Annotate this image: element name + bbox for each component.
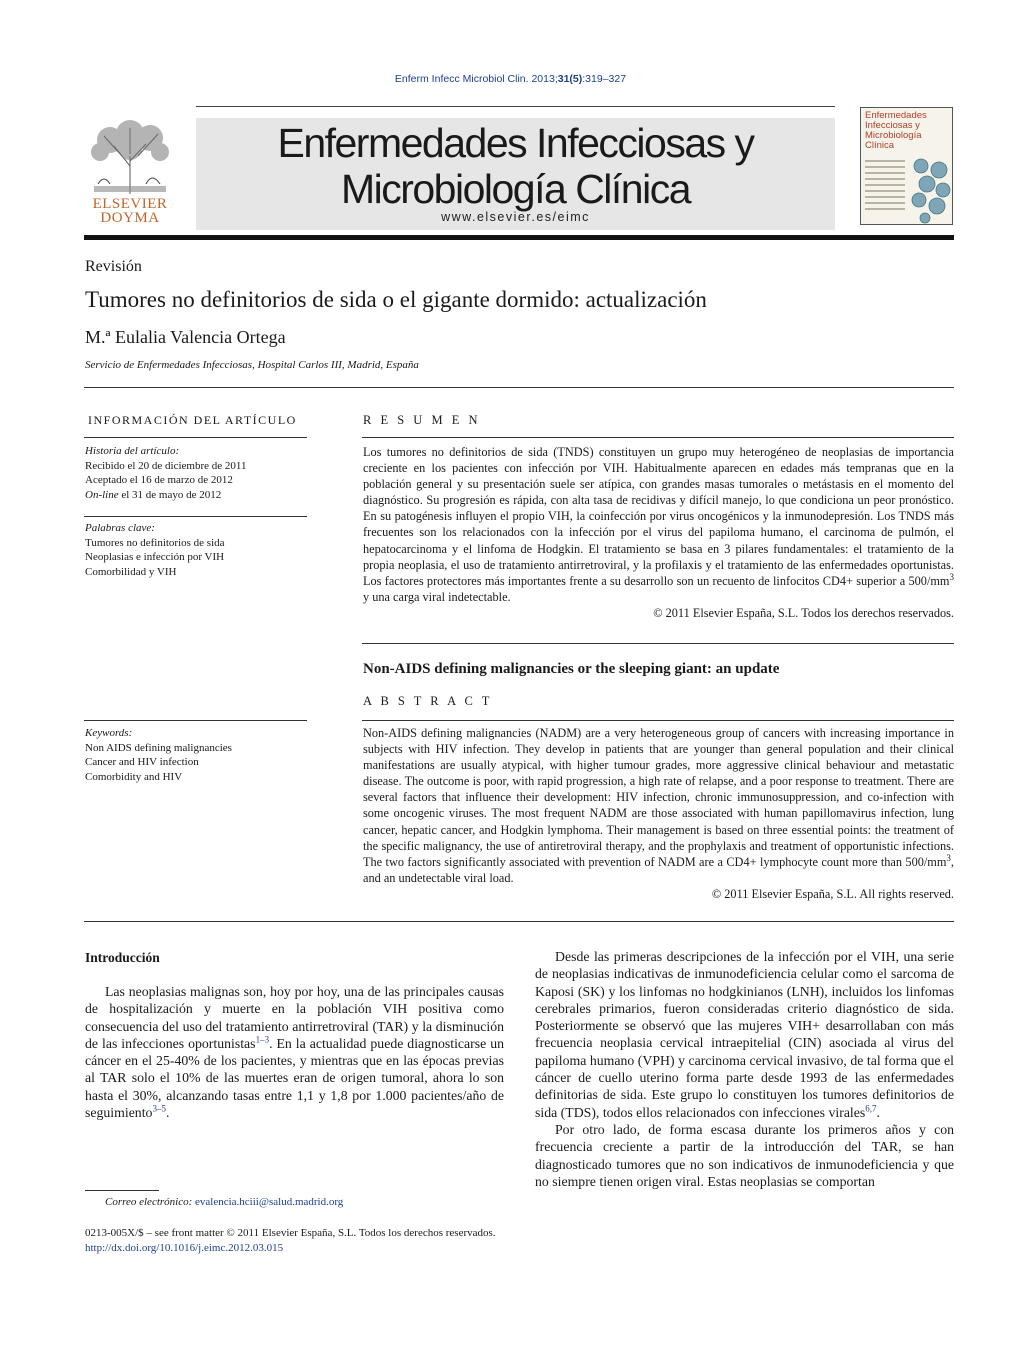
resumen-rule (362, 643, 954, 644)
info-rule (84, 516, 307, 517)
resumen-rule (362, 437, 954, 438)
abstract-text: Non-AIDS defining malignancies (NADM) are a very heterogeneous group of cancers with increasing importance in subjects with HIV infection. They develop in patients that are younger than general population and their clinical manifestations are usually atypical, with higher tumour grades, more aggressive clinical behaviour and metastatic disease. The outcome is poor, with rapid progression, a high rate of relapse, and a poor response to treatment. There are several factors that influence their development: HIV infection, chronic immunosuppression, and co-infection with some oncogenic viruses. The most frequent NADM are those associated with human papillomavirus infection, lung cancer, hepatic cancer, and Hodgkin lymphoma. Their management is based on three essential points: the treatment of the specific malignancy, the use of antiretroviral therapy, and the prophylaxis and treatment of opportunistic infections. The two factors significantly associated with prevention of NADM are a CD4+ lymphocyte count more than $500/mm^3$, and an undetectable viral load. © 2011 Elsevier España, S.L. All rights reserved. (363, 726, 954, 901)
reference-link[interactable]: 3–5 (152, 1103, 166, 1114)
footnote-rule (85, 1190, 159, 1191)
article-history: Historia del artículo: Recibido el 20 de diciembre de 2011 Aceptado el 16 de marzo de 2012 On-line el 31 de mayo de 2012 (85, 445, 247, 501)
doi-link[interactable]: http://dx.doi.org/10.1016/j.eimc.2012.03.015 (85, 1242, 284, 1254)
elsevier-logo (84, 116, 176, 228)
author-email-link[interactable]: evalencia.hciii@salud.madrid.org (195, 1196, 344, 1208)
article-author: M.ª Eulalia Valencia Ortega (85, 327, 286, 347)
english-title: Non-AIDS defining malignancies or the sleeping giant: an update (363, 661, 780, 677)
cover-title: Enfermedades Infecciosas y Microbiología Clínica (865, 110, 927, 151)
resumen-text: Los tumores no definitorios de sida (TNDS) constituyen un grupo muy heterogéneo de neoplasias de importancia creciente en los pacientes con infección por VIH. Habitualmente aparecen en edades más tempranas que en la población general y su presentación suele ser atípica, con grandes masas tumorales o metástasis en el momento del diagnóstico. Su progresión es rápida, con alta tasa de recidivas y difícil manejo, lo que condiciona un peor pronóstico. En su patogénesis influyen el propio VIH, la coinfección por virus oncogénicos y la inmunodepresión. Los TNDS más frecuentes son los relacionados con la infección por el virus del papiloma humano, el carcinoma de pulmón, el hepatocarcinoma y el linfoma de Hodgkin. El tratamiento se basa en 3 pilares fundamentales: el tratamiento de la propia neoplasia, el uso de tratamiento antirretroviral, y la profilaxis y el tratamiento de las enfermedades oportunistas. Los factores protectores más importantes frente a su desarrollo son un recuento de linfocitos CD4+ superior a $500/mm^3$ y una carga viral indetectable. © 2011 Elsevier España, S.L. Todos los derechos reservados. (363, 445, 954, 620)
front-matter: 0213-005X/$ – see front matter © 2011 Elsevier España, S.L. Todos los derechos reservados. http://dx.doi.org/10.1016/j.eimc.2012.03.015 (85, 1227, 496, 1254)
introduction-heading: Introducción (85, 950, 160, 965)
header-rule (196, 106, 835, 107)
cover-text-lines (865, 160, 905, 214)
abstract-copyright: © 2011 Elsevier España, S.L. All rights reserved. (711, 886, 954, 901)
publisher-subname: DOYMA (100, 210, 160, 226)
keywords-es: Palabras clave: Tumores no definitorios de sida Neoplasias e infección por VIH Comorbilidad y VIH (85, 522, 225, 578)
journal-citation: Enferm Infecc Microbiol Clin. 2013;31(5):319–327 (394, 73, 627, 85)
resumen-heading: R E S U M E N (363, 413, 481, 427)
article-info-heading: INFORMACIÓN DEL ARTÍCULO (88, 413, 297, 427)
abstract-rule (362, 720, 954, 721)
author-affiliation: Servicio de Enfermedades Infecciosas, Hospital Carlos III, Madrid, España (85, 359, 419, 371)
section-rule (84, 387, 954, 388)
header-thick-rule (84, 235, 954, 240)
cover-cells-icon (909, 156, 953, 224)
correspondence-footnote: Correo electrónico: evalencia.hciii@salud.madrid.org (105, 1196, 344, 1208)
reference-link[interactable]: 1–3 (255, 1034, 270, 1045)
keywords-en: Keywords: Non AIDS defining malignancies Cancer and HIV infection Comorbidity and HIV (85, 727, 232, 783)
resumen-copyright: © 2011 Elsevier España, S.L. Todos los derechos reservados. (653, 605, 954, 620)
journal-title: Enfermedades Infecciosas y Microbiología Clínica (277, 120, 754, 212)
body-left-column: Las neoplasias malignas son, hoy por hoy, una de las principales causas de hospitalización y muerte en la población VIH positiva como consecuencia del uso del tratamiento antirretroviral (TAR) y la disminución de las infecciones oportunistas$^{1-3}$. En la actualidad puede diagnosticarse un cáncer en el 25-40% de los pacientes, y mientras que en las épocas previas al TAR solo el 10% de las muertes eran de origen tumoral, ahora lo son hasta el 30%, alcanzando tasas entre 1,1 y 1,8 por 1.000 pacientes/año de seguimiento$^{3-5}$. (85, 984, 505, 1121)
info-rule (84, 720, 307, 721)
elsevier-tree-icon (84, 116, 176, 196)
abstract-heading: A B S T R A C T (363, 694, 493, 708)
info-rule (84, 437, 307, 438)
article-type: Revisión (85, 258, 142, 275)
journal-cover (860, 107, 953, 225)
body-right-column: Desde las primeras descripciones de la infección por el VIH, una serie de neoplasias indicativas de inmunodeficiencia celular como el sarcoma de Kaposi (SK) y los linfomas no hodgkinianos (LNH), incluidos los linfomas cerebrales primarios, fueron consideradas criterio diagnóstico de sida. Posteriormente se observó que las mujeres VIH+ desarrollaban con más frecuencia neoplasia cervical intraepitelial (CIN) asociada al virus del papiloma humano (VPH) y carcinoma cervical invasivo, de tal forma que el cáncer de cuello uterino forma parte desde 1993 de las enfermedades definitorias de sida. Este grupo lo constituyen los tumores definitorios de sida (TDS), todos ellos relacionados con infecciones virales$^{6,7}$. Por otro lado, de forma escasa durante los primeros años y con frecuencia creciente a partir de la introducción del TAR, se han diagnosticado tumores que no son indicativos de inmunodeficiencia y que no siempre tienen origen viral. Estas neoplasias se comportan (535, 949, 954, 1189)
journal-url[interactable]: www.elsevier.es/eimc (441, 210, 590, 224)
journal-banner (196, 118, 835, 230)
section-rule (84, 921, 954, 922)
publisher-name: ELSEVIER (92, 196, 168, 212)
reference-link[interactable]: 6,7 (865, 1103, 877, 1114)
article-title: Tumores no definitorios de sida o el gigante dormido: actualización (85, 287, 707, 312)
